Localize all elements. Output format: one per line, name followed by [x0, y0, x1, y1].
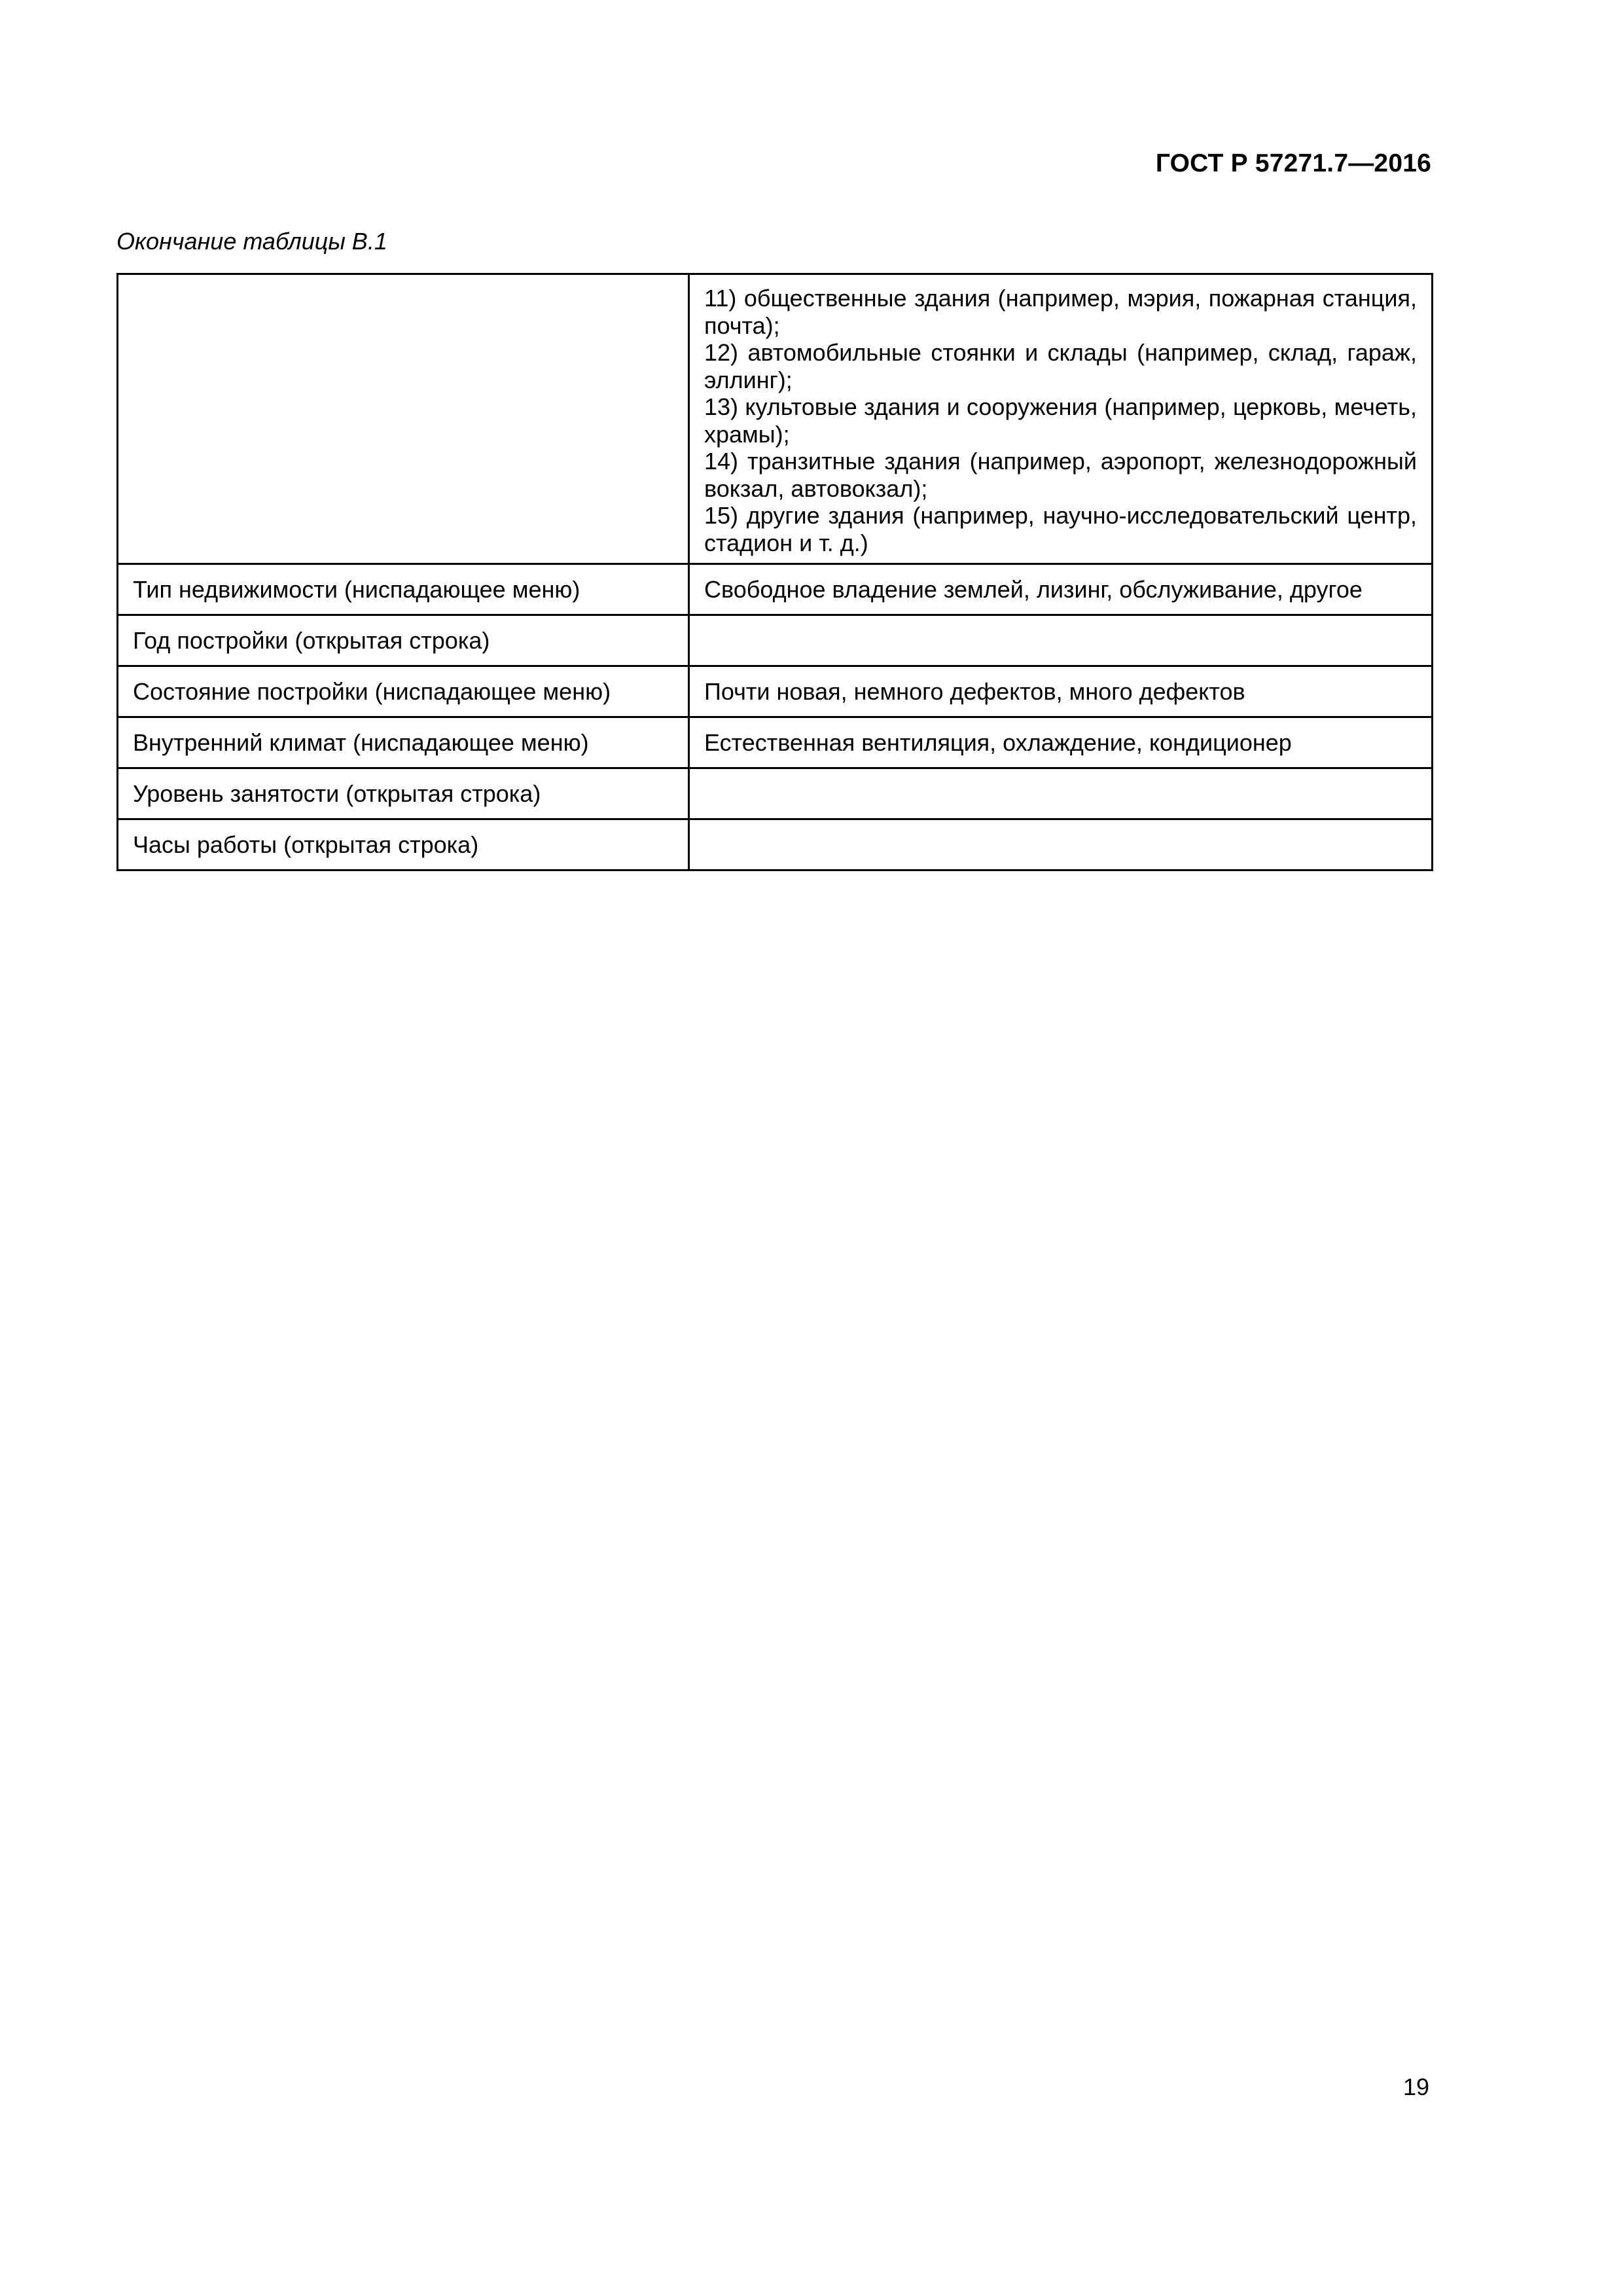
table-cell-options: Свободное владение землей, лизинг, обслуживание, другое — [689, 564, 1433, 615]
table-row — [118, 615, 1433, 666]
data-table — [116, 273, 1433, 871]
table-cell-options — [689, 615, 1433, 666]
table-cell-options: Естественная вентиляция, охлаждение, кондиционер — [689, 717, 1433, 768]
list-item: 11) общественные здания (например, мэрия, пожарная станция, почта); — [704, 285, 1417, 339]
table-caption: Окончание таблицы В.1 — [116, 228, 387, 255]
table-row-continued — [118, 274, 1433, 564]
table-cell-field: Состояние постройки (ниспадающее меню) — [118, 666, 689, 717]
table-row — [118, 564, 1433, 615]
table-cell-options: Почти новая, немного дефектов, много дефектов — [689, 666, 1433, 717]
table-cell-field: Тип недвижимости (ниспадающее меню) — [118, 564, 689, 615]
list-item: 15) другие здания (например, научно-исследовательский центр, стадион и т. д.) — [704, 502, 1417, 556]
table-cell-options — [689, 819, 1433, 870]
list-item: 12) автомобильные стоянки и склады (например, склад, гараж, эллинг); — [704, 339, 1417, 393]
table-row — [118, 717, 1433, 768]
table-cell-field: Часы работы (открытая строка) — [118, 819, 689, 870]
list-item: 14) транзитные здания (например, аэропорт, железнодорожный вокзал, автовокзал); — [704, 448, 1417, 502]
table-row — [118, 768, 1433, 819]
table-cell-options — [689, 768, 1433, 819]
table-cell-building-types — [689, 274, 1433, 564]
table-row — [118, 819, 1433, 870]
table-cell-field: Уровень занятости (открытая строка) — [118, 768, 689, 819]
page-number: 19 — [1402, 2073, 1429, 2100]
list-item: 13) культовые здания и сооружения (например, церковь, мечеть, храмы); — [704, 393, 1417, 448]
document-code: ГОСТ Р 57271.7—2016 — [1155, 149, 1431, 177]
table-row — [118, 666, 1433, 717]
table-cell-field: Год постройки (открытая строка) — [118, 615, 689, 666]
table-cell-field: Внутренний климат (ниспадающее меню) — [118, 717, 689, 768]
table-cell-empty — [118, 274, 689, 564]
